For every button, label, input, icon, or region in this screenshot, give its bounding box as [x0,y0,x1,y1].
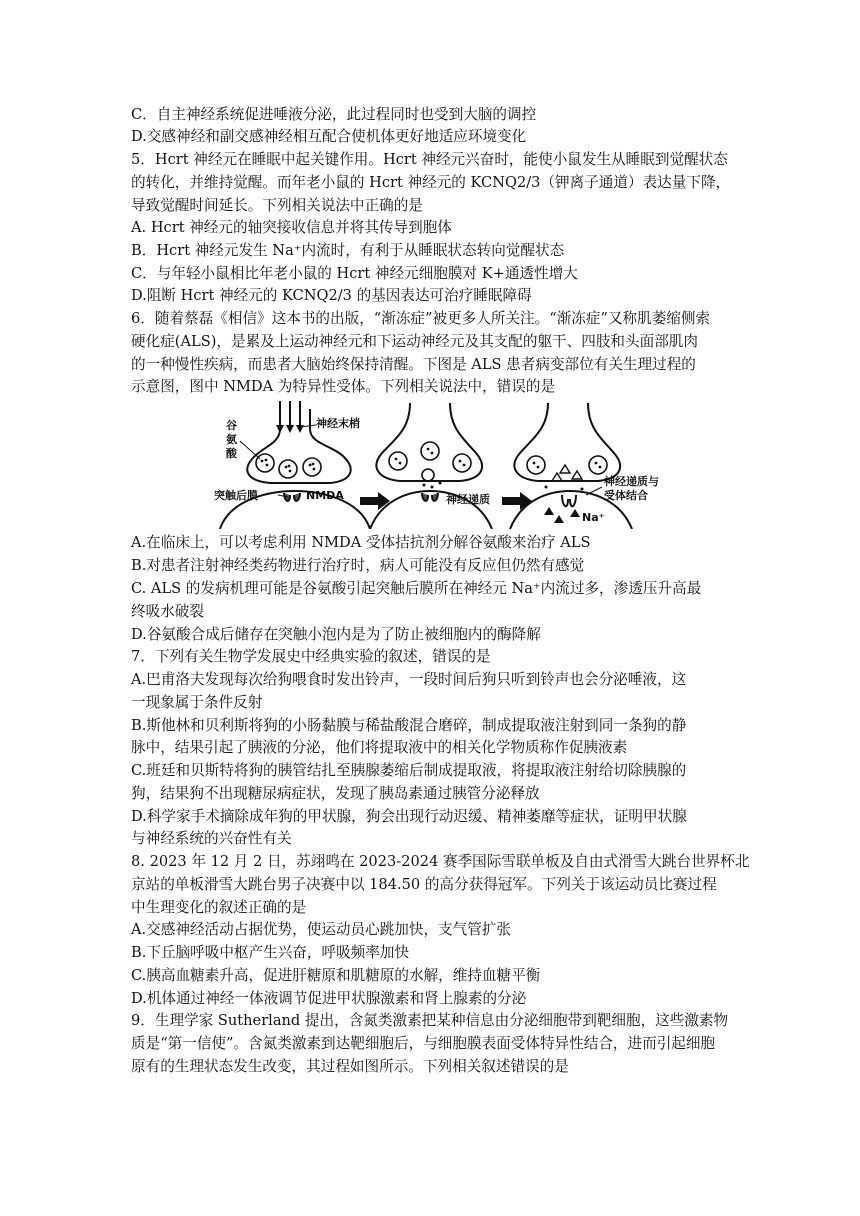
option-7b-1: B.斯他林和贝利斯将狗的小肠黏膜与稀盐酸混合磨碎，制成提取液注射到同一条狗的静 [131,717,687,734]
option-6d: D.谷氨酸合成后储存在突触小泡内是为了防止被细胞内的酶降解 [131,626,541,643]
question-9-stem-3: 原有的生理状态发生改变，其过程如图所示。下列相关叙述错误的是 [131,1058,569,1075]
option-6c-1: C. ALS 的发病机理可能是谷氨酸引起突触后膜所在神经元 Na⁺内流过多，渗透压升高最 [131,580,702,597]
label-glutamate-1: 谷 [226,419,237,432]
option-5b: B．Hcrt 神经元发生 Na⁺内流时，有利于从睡眠状态转向觉醒状态 [131,242,565,259]
label-glutamate-3: 酸 [226,447,237,460]
question-9-stem-2: 质是“第一信使”。含氮类激素到达靶细胞后，与细胞膜表面受体特异性结合，进而引起细胞 [131,1035,716,1052]
option-8b: B.下丘脑呼吸中枢产生兴奋，呼吸频率加快 [131,944,410,961]
question-9-stem-1: 9．生理学家 Sutherland 提出，含氮类激素把某种信息由分泌细胞带到靶细胞，这些激素物 [131,1012,729,1029]
label-na: Na⁺ [582,511,605,524]
question-8-stem-2: 京站的单板滑雪大跳台男子决赛中以 184.50 的高分获得冠军。下列关于该运动员比赛过程 [131,876,717,893]
als-synapse-diagram [210,399,700,529]
option-7b-2: 脉中，结果引起了胰液的分泌，他们将提取液中的相关化学物质称作促胰液素 [131,739,628,756]
option-7d-2: 与神经系统的兴奋性有关 [131,830,292,847]
option-5c: C．与年轻小鼠相比年老小鼠的 Hcrt 神经元细胞膜对 K+通透性增大 [131,265,578,282]
option-5d: D.阻断 Hcrt 神经元的 KCNQ2/3 的基因表达可治疗睡眠障碍 [131,287,532,304]
question-7-stem: 7．下列有关生物学发展史中经典实验的叙述，错误的是 [131,648,491,665]
label-postsynaptic: 突触后膜 [214,489,258,502]
question-6-stem-2: 硬化症(ALS)，是累及上运动神经元和下运动神经元及其支配的躯干、四肢和头面部肌肉 [131,333,698,350]
option-7a-2: 一现象属于条件反射 [131,694,263,711]
synapse-panel-1 [214,401,370,529]
question-6-stem-1: 6．随着蔡磊《相信》这本书的出版，“渐冻症”被更多人所关注。“渐冻症”又称肌萎缩侧索 [131,310,711,327]
option-8d: D.机体通过神经一体液调节促进甲状腺激素和肾上腺素的分泌 [131,990,527,1007]
option-4c: C．自主神经系统促进唾液分泌，此过程同时也受到大脑的调控 [131,106,537,123]
question-8-stem-3: 中生理变化的叙述正确的是 [131,899,307,916]
option-8a: A.交感神经活动占据优势，使运动员心跳加快，支气管扩张 [131,921,512,938]
option-6b: B.对患者注射神经类药物进行治疗时，病人可能没有反应但仍然有感觉 [131,557,585,574]
arrow-right-icon [502,492,532,510]
option-8c: C.胰高血糖素升高，促进肝糖原和肌糖原的水解，维持血糖平衡 [131,967,541,984]
option-6a: A.在临床上，可以考虑利用 NMDA 受体拮抗剂分解谷氨酸来治疗 ALS [131,534,591,551]
question-5-stem-2: 的转化，并维持觉醒。而年老小鼠的 Hcrt 神经元的 KCNQ2/3（钾离子通道）表达量下降， [131,174,731,191]
label-nerve-ending: 神经末梢 [316,417,360,430]
option-7d-1: D.科学家手术摘除成年狗的甲状腺，狗会出现行动迟缓、精神萎靡等症状，证明甲状腺 [131,808,687,825]
label-glutamate-2: 氨 [226,433,237,446]
question-5-stem-3: 导致觉醒时间延长。下列相关说法中正确的是 [131,197,423,214]
synapse-panel-2 [370,403,492,529]
label-binding-1: 神经递质与 [604,475,659,488]
option-6c-2: 终吸水破裂 [131,603,204,620]
synapse-panel-3 [510,403,659,529]
option-7a-1: A.巴甫洛夫发现每次给狗喂食时发出铃声，一段时间后狗只听到铃声也会分泌唾液，这 [131,671,687,688]
label-nmda: NMDA [306,489,344,502]
question-5-stem-1: 5．Hcrt 神经元在睡眠中起关键作用。Hcrt 神经元兴奋时，能使小鼠发生从睡眠到觉醒状态 [131,151,728,168]
label-binding-2: 受体结合 [604,489,648,502]
option-5a: A. Hcrt 神经元的轴突接收信息并将其传导到胞体 [131,219,452,236]
option-7c-2: 狗，结果狗不出现糖尿病症状，发现了胰岛素通过胰管分泌释放 [131,785,540,802]
question-8-stem-1: 8. 2023 年 12 月 2 日，苏翊鸣在 2023-2024 赛季国际雪联单板及自由式滑雪大跳台世界杯北 [131,853,750,870]
question-6-stem-3: 的一种慢性疾病，而患者大脑始终保持清醒。下图是 ALS 患者病变部位有关生理过程的 [131,356,696,373]
question-6-stem-4: 示意图，图中 NMDA 为特异性受体。下列相关说法中，错误的是 [131,378,556,395]
option-7c-1: C.班廷和贝斯特将狗的胰管结扎至胰腺萎缩后制成提取液，将提取液注射给切除胰腺的 [131,762,687,779]
option-4d: D.交感神经和副交感神经相互配合使机体更好地适应环境变化 [131,128,527,145]
label-transmitter: 神经递质 [446,493,490,506]
